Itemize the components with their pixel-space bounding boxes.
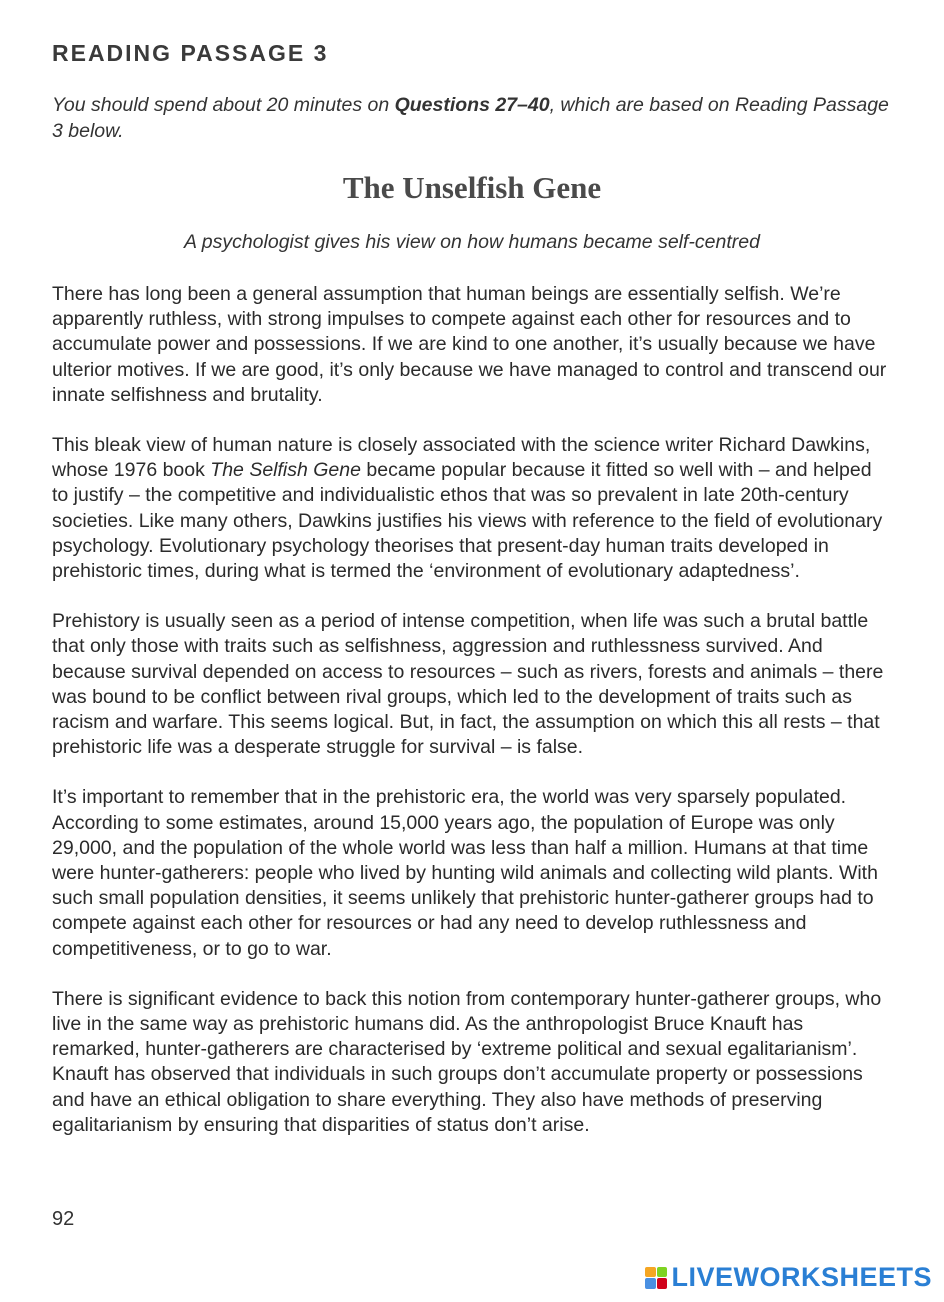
- liveworksheets-logo-icon: [645, 1267, 667, 1289]
- instructions: [52, 92, 892, 144]
- brand-text: LIVEWORKSHEETS: [671, 1262, 932, 1292]
- paragraph-5: There is significant evidence to back this notion from contemporary hunter-gatherer groups, who live in the same way as prehistoric humans did. As the anthropologist Bruce Knauft has remarked, hunter-gatherers are characterised by ‘extreme political and sexual egalitarianism’. Knauft has observed that individuals in such groups don’t accumulate property or possessions and have an ethical obligation to share everything. They also have methods of preserving egalitarianism by ensuring that disparities of status don’t arise.: [52, 987, 882, 1136]
- article-subtitle: A psychologist gives his view on how humans became self-centred: [184, 231, 760, 253]
- section-title: READING PASSAGE 3: [52, 40, 329, 66]
- paragraph-4: It’s important to remember that in the prehistoric era, the world was very sparsely populated. According to some estimates, around 15,000 years ago, the population of Europe was only 29,000, and the population of the whole world was less than half a million. Humans at that time were hunter-gatherers: people who lived by hunting wild animals and collecting wild plants. With such small population densities, it seems unlikely that prehistoric hunter-gatherer groups had to compete against each other for resources or had any need to develop ruthlessness and competitiveness, or to go to war.: [52, 786, 878, 960]
- instructions-text-start: You should spend about 20 minutes on: [52, 94, 395, 116]
- paragraph-2-end: became popular because it fitted so well with – and helped to justify – the competitive and individualistic ethos that was so prevalent in late 20th-century societies. Like many others, Dawkins justifies his views with reference to the field of evolutionary psychology. Evolutionary psychology theorises that present-day human traits developed in prehistoric times, during what is termed the ‘environment of evolutionary adaptedness’.: [52, 459, 883, 583]
- paragraph-2: [52, 433, 892, 584]
- logo-square-2: [657, 1267, 668, 1278]
- paragraph-2-start: This bleak view of human nature is closely associated with the science writer Richard Dawkins, whose 1976 book: [52, 434, 871, 482]
- article-title: The Unselfish Gene: [342, 170, 602, 205]
- logo-square-3: [645, 1278, 656, 1289]
- article-body: [52, 282, 892, 1163]
- paragraph-3: Prehistory is usually seen as a period of intense competition, when life was such a brutal battle that only those with traits such as selfishness, aggression and ruthlessness survived. And because survival depended on access to resources – such as rivers, forests and animals – there was bound to be conflict between rival groups, which led to the development of traits such as racism and warfare. This seems logical. But, in fact, the assumption on which this all rests – that prehistoric life was a desperate struggle for survival – is false.: [52, 610, 884, 759]
- paragraph-1: There has long been a general assumption that human beings are essentially selfish. We’re apparently ruthless, with strong impulses to compete against each other for resources and to accumulate power and possessions. If we are kind to one another, it’s usually because we have ulterior motives. If we are good, it’s only because we have managed to control and transcend our innate selfishness and brutality.: [52, 283, 887, 406]
- logo-square-4: [657, 1278, 668, 1289]
- page-number: 92: [52, 1208, 75, 1230]
- liveworksheets-brand[interactable]: [645, 1262, 932, 1293]
- questions-range: Questions 27–40: [394, 94, 550, 116]
- instructions-text-end: , which are based on Reading Passage 3 below.: [52, 94, 889, 142]
- logo-square-1: [645, 1267, 656, 1278]
- book-title: The Selfish Gene: [210, 459, 361, 482]
